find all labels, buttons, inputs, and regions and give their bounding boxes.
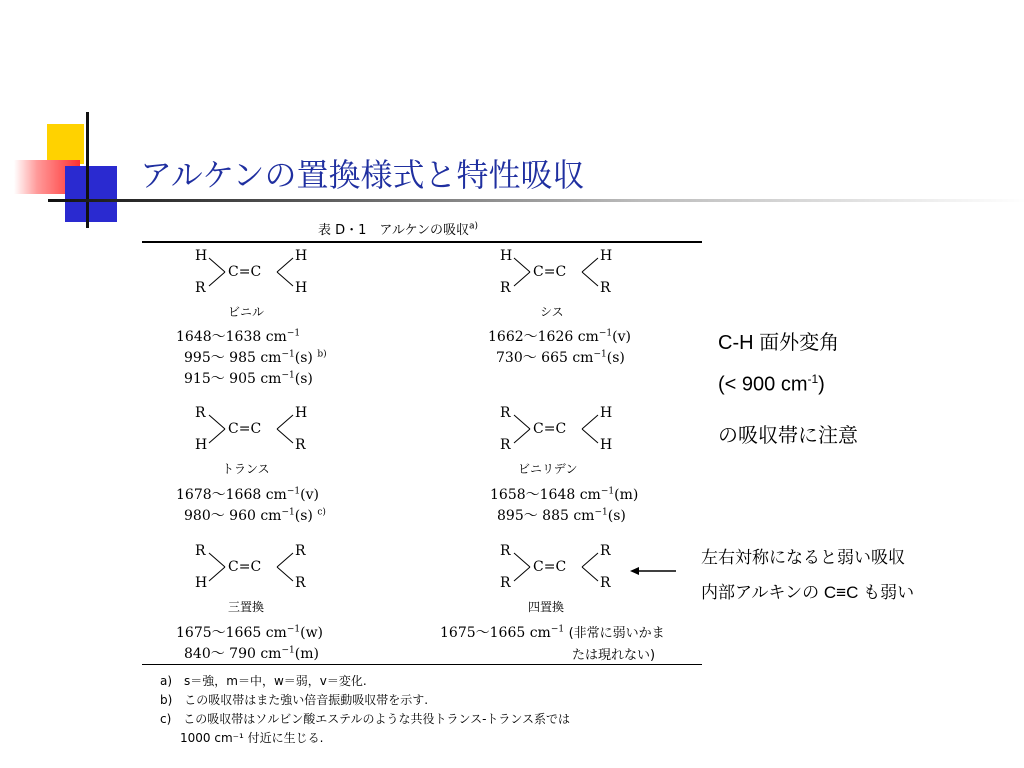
- substituent: R: [195, 405, 206, 421]
- table-top-rule: [142, 241, 702, 243]
- cell-name-trisubstituted: 三置換: [228, 600, 265, 614]
- footnote-b: b) この吸収帯はまた強い倍音振動吸収帯を示す.: [160, 693, 429, 707]
- left-arrow-icon: [630, 564, 678, 578]
- unit-exponent: −1: [593, 349, 607, 360]
- table-bottom-rule: [142, 664, 702, 665]
- title-decoration-yellow-square: [47, 124, 84, 164]
- footnote-a: a) s＝強，m＝中，w＝弱，v＝変化.: [160, 674, 367, 688]
- double-bond: C=C: [533, 559, 567, 575]
- unit-exponent: −1: [286, 328, 301, 339]
- intensity: (s): [294, 371, 313, 387]
- arrow-note-line-2: [701, 578, 914, 603]
- vinyl-line-1: [176, 326, 300, 346]
- structure-trisubstituted: [195, 543, 315, 593]
- substituent: H: [600, 405, 613, 421]
- vinyl-line-3: [184, 368, 313, 388]
- footnote-c-cont: 1000 cm⁻¹ 付近に生じる.: [180, 731, 324, 745]
- table-caption-text: 表 D・1 アルケンの吸収: [318, 223, 469, 238]
- substituent: H: [600, 437, 613, 453]
- note-line-3: の吸収帯に注意: [718, 425, 858, 447]
- intensity: (s): [294, 350, 313, 366]
- wavenumber: 915～ 905 cm: [184, 371, 282, 387]
- cell-name-tetrasubstituted: 四置換: [528, 600, 565, 614]
- triple-bond: ≡: [836, 583, 847, 602]
- unit-exponent: −1: [281, 370, 295, 381]
- unit-exponent: −1: [281, 645, 295, 656]
- wavenumber: 1658～1648 cm: [490, 487, 601, 503]
- substituent: R: [195, 280, 206, 296]
- intensity: は現れない): [585, 648, 656, 663]
- substituent: R: [500, 543, 511, 559]
- continuation: た: [572, 648, 586, 663]
- substituent: R: [600, 280, 611, 296]
- unit-exponent: −1: [594, 507, 608, 518]
- unit-exponent: −1: [600, 486, 615, 497]
- wavenumber: 995～ 985 cm: [184, 350, 282, 366]
- wavenumber: 1648～1638 cm: [176, 329, 287, 345]
- substituent: R: [600, 575, 611, 591]
- tetrasubstituted-line-2: [572, 644, 655, 663]
- substituent: H: [195, 575, 208, 591]
- intensity: (w): [300, 625, 324, 641]
- slide-title: アルケンの置換様式と特性吸収: [140, 156, 585, 194]
- substituent: R: [500, 280, 511, 296]
- substituent: R: [295, 437, 306, 453]
- intensity: (非常に弱いかま: [568, 626, 665, 641]
- wavenumber: 1678～1668 cm: [176, 487, 287, 503]
- unit-exponent: −1: [281, 349, 295, 360]
- wavenumber: 730～ 665 cm: [496, 350, 594, 366]
- intensity: (s): [294, 508, 313, 524]
- double-bond: C=C: [228, 264, 262, 280]
- note-text: C も弱い: [846, 583, 915, 602]
- unit-exponent: −1: [286, 624, 301, 635]
- wavenumber: 895～ 885 cm: [497, 508, 595, 524]
- intensity: (v): [300, 487, 319, 503]
- table-caption-note: a): [468, 221, 479, 232]
- footnote-c: c) この吸収帯はソルビン酸エステルのような共役トランス-トランス系では: [160, 712, 571, 726]
- vinylidene-line-2: [497, 505, 626, 525]
- wavenumber: 840～ 790 cm: [184, 646, 282, 662]
- title-decoration-vertical-line: [86, 112, 89, 228]
- substituent: R: [195, 543, 206, 559]
- note-exponent: -1: [807, 372, 819, 386]
- unit-exponent: −1: [281, 507, 295, 518]
- substituent: R: [500, 575, 511, 591]
- footnote-ref: b): [317, 349, 327, 360]
- arrow-note-line-1: 左右対称になると弱い吸収: [701, 548, 905, 567]
- cell-name-trans: トランス: [222, 462, 270, 476]
- wavenumber: 1662～1626 cm: [488, 329, 599, 345]
- structure-trans: [195, 405, 315, 455]
- double-bond: C=C: [533, 264, 567, 280]
- trisubstituted-line-1: [176, 622, 323, 642]
- note-line-1: C-H 面外変角: [718, 332, 840, 354]
- intensity: (v): [612, 329, 631, 345]
- wavenumber: 980～ 960 cm: [184, 508, 282, 524]
- substituent: H: [195, 437, 208, 453]
- title-underline: [48, 199, 1024, 202]
- wavenumber: 1675～1665 cm: [176, 625, 287, 641]
- footnote-ref: c): [317, 507, 326, 518]
- intensity: (s): [607, 508, 626, 524]
- substituent: H: [295, 405, 308, 421]
- substituent: R: [600, 543, 611, 559]
- note-text: 内部アルキンの C: [701, 583, 837, 602]
- substituent: R: [500, 437, 511, 453]
- cell-name-cis: シス: [540, 305, 564, 319]
- unit-exponent: −1: [286, 486, 301, 497]
- cell-name-vinyl: ビニル: [228, 305, 265, 319]
- wavenumber: 1675～1665 cm: [440, 625, 551, 641]
- intensity: (m): [614, 487, 639, 503]
- trans-line-1: [176, 484, 319, 504]
- substituent: H: [295, 280, 308, 296]
- structure-cis: [500, 248, 620, 298]
- double-bond: C=C: [533, 421, 567, 437]
- substituent: R: [295, 575, 306, 591]
- trans-line-2: [184, 505, 326, 525]
- unit-exponent: −1: [598, 328, 613, 339]
- substituent: H: [195, 248, 208, 264]
- double-bond: C=C: [228, 421, 262, 437]
- substituent: H: [295, 248, 308, 264]
- trisubstituted-line-2: [184, 643, 319, 663]
- table-caption: [318, 219, 478, 238]
- vinyl-line-2: [184, 347, 327, 367]
- title-decoration-blue-square: [65, 166, 117, 222]
- cell-name-vinylidene: ビニリデン: [518, 462, 578, 476]
- substituent: H: [600, 248, 613, 264]
- vinylidene-line-1: [490, 484, 638, 504]
- note-text: (< 900 cm: [718, 373, 808, 396]
- substituent: R: [500, 405, 511, 421]
- structure-vinyl: [195, 248, 315, 298]
- cis-line-1: [488, 326, 631, 346]
- intensity: (s): [606, 350, 625, 366]
- unit-exponent: −1: [550, 624, 565, 635]
- double-bond: C=C: [228, 559, 262, 575]
- substituent: H: [500, 248, 513, 264]
- cis-line-2: [496, 347, 625, 367]
- note-text: ): [818, 373, 825, 396]
- note-line-2: [718, 372, 825, 397]
- substituent: R: [295, 543, 306, 559]
- structure-vinylidene: [500, 405, 620, 455]
- tetrasubstituted-line-1: [440, 622, 665, 642]
- intensity: (m): [294, 646, 319, 662]
- structure-tetrasubstituted: [500, 543, 620, 593]
